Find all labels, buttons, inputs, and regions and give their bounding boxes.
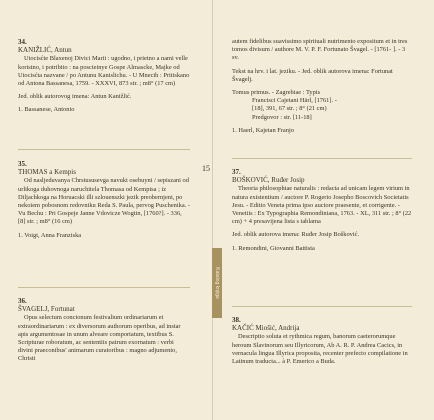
entry-title-continued: autem fidelibus suavissimo spirituali nutrimento expositum et in tres tomos divisum / authore M. V. P. F. Fortunato Švagel. - [1761- ]. - 3 sv.: [232, 38, 408, 62]
entry-divider: [232, 158, 412, 159]
tomus-line: [18], 391, 67 str. ; 8° (21 cm): [252, 105, 327, 113]
entry-author: KANIŽLIĆ, Antun: [18, 46, 72, 55]
tomus-block: [232, 89, 412, 122]
page-number: 15: [202, 164, 210, 173]
entry-note: Jed. oblik autorova imena: Ruđer Josip Bošković.: [232, 231, 360, 239]
entry-title: Od nasljeduvanya Chrstususevga navuki osebuyni / sepiszani od urlikoga duhovnoga naruchitela Thomasa od Kempisa ; iz Diljachkoga na Horuacski illi szlouenszki jezik preobernjeni, po nekoiem pobosnom redovniku Reda S. Paula, pervog Puschenika. - Vu Bechu : Pri Gospeje Janne Vdovicze Wogtin, [1760?]. - 336, [8] str. ; m8° (16 cm): [18, 177, 190, 226]
tomus-line: Francisci Cajetani Härl, [1761]. -: [252, 97, 337, 105]
entry-number: 37.: [232, 168, 241, 176]
side-tab: [212, 248, 222, 318]
entry-author: THOMAS a Kempis: [18, 168, 76, 177]
entry-number: 34.: [18, 38, 27, 46]
entry-title: Descriptio soluta et rythmica regum, banorum caeterorumque heroum Slavinorum seu Illyricorum, Ab A. R. P. Andrea Cacics, in vernacula lingua Illyrica proposita, recenter prefecto compilatione in Latinum traducta... à P. Emerico a Buda.: [232, 333, 408, 366]
entry-title: Opus selectum concionum festivalium ordinariarum et extraordinariarum : ex diversorum authorum operibus, ad instar apis argumentosae in unum alveare comportatum, textibus S. Scripturae roboratum, ac sententiis patrum exornatum : verbi divini praeconibus' animarum curatoribus : magno adjumento, Christi: [18, 314, 181, 363]
tomus-line: Tomus primus. - Zagrebiae : Typis: [232, 89, 321, 97]
entry-note: Tekst na hrv. i lat. jeziku. - Jed. oblik autorova imena: Fortunat Švagelj.: [232, 67, 393, 83]
entry-number: 35.: [18, 160, 27, 168]
entry-35: [18, 160, 190, 240]
entry-34: [18, 38, 190, 115]
entry-title: Theoria philosophiae naturalis : redacta ad unicam legem virium in natura existentium / auctore P. Rogerio Josepho Boscovich Societatis Jesu. - Editio Veneta prima ipso auctore praesente, et corrigente. - Venetiis : Ex Typographia Remondiniana, 1763. - XL, 311 str. ; 8° (22 cm) + 4 presavijena lista s tablama: [232, 185, 412, 226]
entry-author: ŠVAGELJ, Fortunat: [18, 305, 75, 314]
entry-author: BOŠKOVIĆ, Ruđer Josip: [232, 176, 305, 185]
entry-divider: [18, 149, 190, 150]
tomus-line: Predgovor : str. [11-18]: [252, 113, 312, 121]
entry-number: 36.: [18, 297, 27, 305]
entry-36-continued: [232, 38, 412, 135]
entry-37: [232, 168, 412, 253]
entry-note: Jed. oblik autorovog imena: Antun Kanižlić.: [18, 93, 132, 101]
entry-provenance: 1. Remondini, Giovanni Battista: [232, 244, 315, 252]
left-column: [0, 0, 208, 420]
entry-provenance: 1. Voigt, Anna Franziska: [18, 231, 82, 239]
entry-provenance: 1. Bassanese, Antonio: [18, 106, 75, 114]
entry-38: [232, 316, 412, 366]
entry-divider: [18, 287, 190, 288]
entry-divider: [232, 306, 412, 307]
entry-provenance: 1. Haerl, Kajetan Franjo: [232, 126, 294, 134]
entry-title: Utocisćte Blaxenoj Divici Marii : ugodno, i prietno a nami velle koristno, i potribito : na poscteinye Gospe Almascke, Majke od Utocisćta nazvane / po Antunu Kanislichu. - U Mnecih : Pritiskano od Antona Bassanesa, 1759. - XXXVI, 873 str. ; m8° (17 cm): [18, 55, 190, 88]
entry-number: 38.: [232, 316, 241, 324]
entry-author: KAČIĆ Miošić, Andrija: [232, 324, 300, 333]
gutter-rule: [212, 0, 213, 420]
side-tab-label: Katalog knjiga: [214, 267, 220, 299]
entry-36: [18, 297, 190, 364]
